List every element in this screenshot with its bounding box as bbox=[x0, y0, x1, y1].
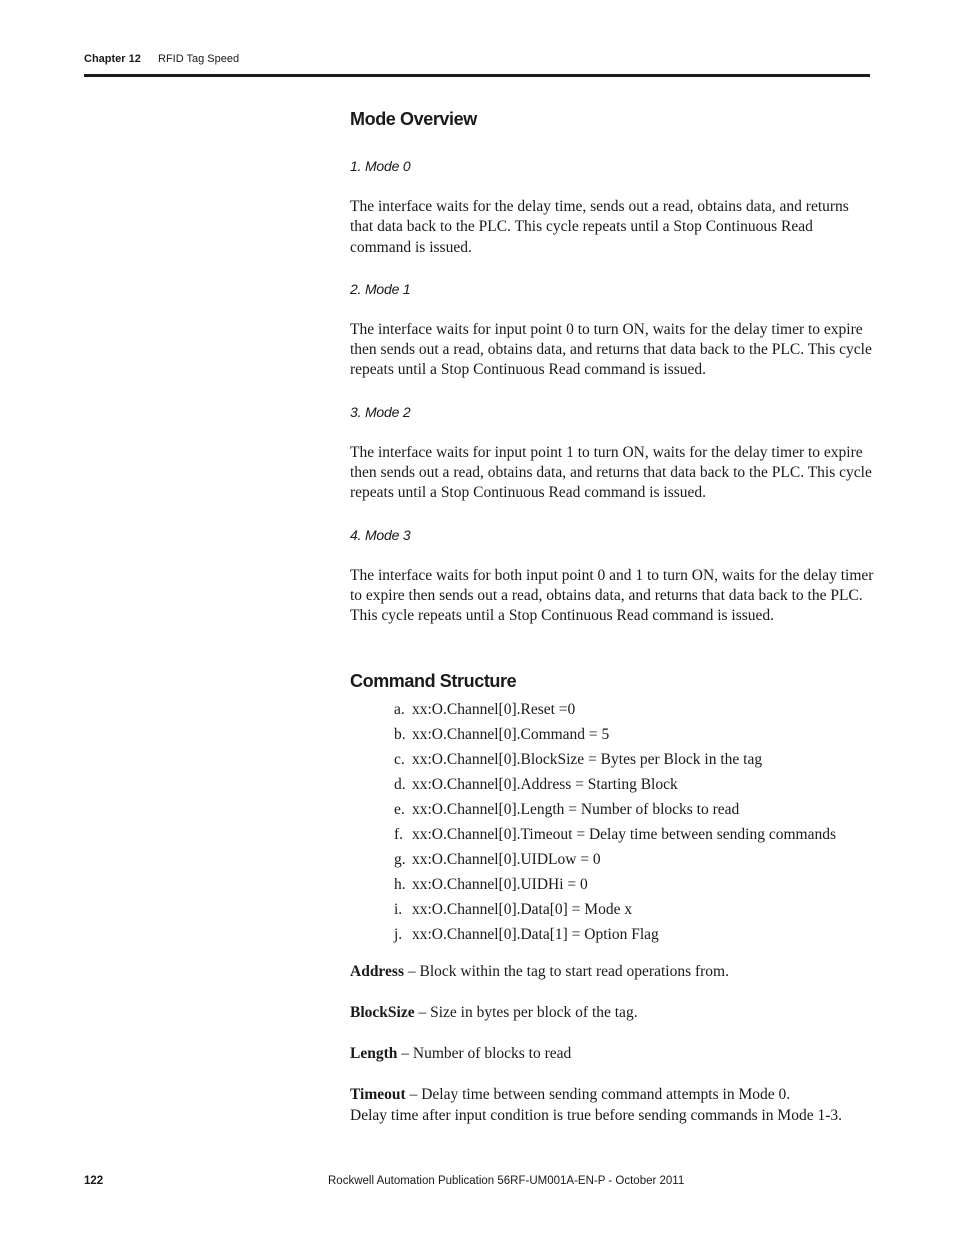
command-item: d. xx:O.Channel[0].Address = Starting Block bbox=[394, 775, 678, 793]
command-item: f. xx:O.Channel[0].Timeout = Delay time between sending commands bbox=[394, 825, 837, 843]
page-header bbox=[84, 53, 240, 65]
mode-label: 1. Mode 0 bbox=[350, 158, 411, 174]
mode-label: 2. Mode 1 bbox=[350, 280, 411, 297]
command-item: i. xx:O.Channel[0].Data[0] = Mode x bbox=[394, 900, 633, 918]
definition-blocksize: BlockSize – Size in bytes per block of the tag. bbox=[350, 1003, 638, 1021]
command-item: g. xx:O.Channel[0].UIDLow = 0 bbox=[394, 850, 601, 868]
page-number: 122 bbox=[84, 1175, 104, 1187]
command-structure-heading: Command Structure bbox=[350, 670, 517, 691]
publication-info: Rockwell Automation Publication 56RF-UM001A-EN-P - October 2011 bbox=[328, 1175, 685, 1187]
command-item: e. xx:O.Channel[0].Length = Number of blocks to read bbox=[394, 800, 740, 818]
definition-length: Length – Number of blocks to read bbox=[350, 1045, 572, 1063]
definition-address: Address – Block within the tag to start read operations from. bbox=[350, 962, 729, 980]
main-content bbox=[350, 107, 875, 1126]
mode-description: The interface waits for the delay time, sends out a read, obtains data, and returns that data back to the PLC. This cycle repeats until a Stop Continuous Read command is issued. bbox=[350, 198, 849, 256]
chapter-title: RFID Tag Speed bbox=[158, 53, 240, 65]
command-item: c. xx:O.Channel[0].BlockSize = Bytes per Block in the tag bbox=[394, 750, 763, 768]
mode-label: 3. Mode 2 bbox=[350, 403, 411, 420]
mode-description: The interface waits for input point 1 to turn ON, waits for the delay timer to expire then sends out a read, obtains data, and returns that data back to the PLC. This cycle repeats until a Stop Continuous Read command is issued. bbox=[350, 443, 872, 502]
chapter-label: Chapter 12 bbox=[84, 53, 141, 65]
command-item: b. xx:O.Channel[0].Command = 5 bbox=[394, 725, 610, 743]
header-rule bbox=[84, 74, 870, 77]
definition-timeout: Timeout – Delay time between sending command attempts in Mode 0. Delay time after input condition is true before sending commands in Mode 1-3. bbox=[350, 1086, 843, 1124]
command-item: h. xx:O.Channel[0].UIDHi = 0 bbox=[394, 875, 588, 893]
command-item: j. xx:O.Channel[0].Data[1] = Option Flag bbox=[394, 925, 659, 943]
mode-label: 4. Mode 3 bbox=[350, 526, 411, 543]
mode-description: The interface waits for input point 0 to turn ON, waits for the delay timer to expire then sends out a read, obtains data, and returns that data back to the PLC. This cycle repeats until a Stop Continuous Read command is issued. bbox=[350, 320, 872, 379]
command-item: a. xx:O.Channel[0].Reset =0 bbox=[394, 700, 576, 718]
mode-description: The interface waits for both input point 0 and 1 to turn ON, waits for the delay timer to expire then sends out a read, obtains data, and returns that data back to the PLC. This cycle repeats until a Stop Continuous Read command is issued. bbox=[350, 566, 874, 625]
command-list bbox=[350, 697, 875, 947]
mode-overview-heading: Mode Overview bbox=[350, 109, 477, 129]
